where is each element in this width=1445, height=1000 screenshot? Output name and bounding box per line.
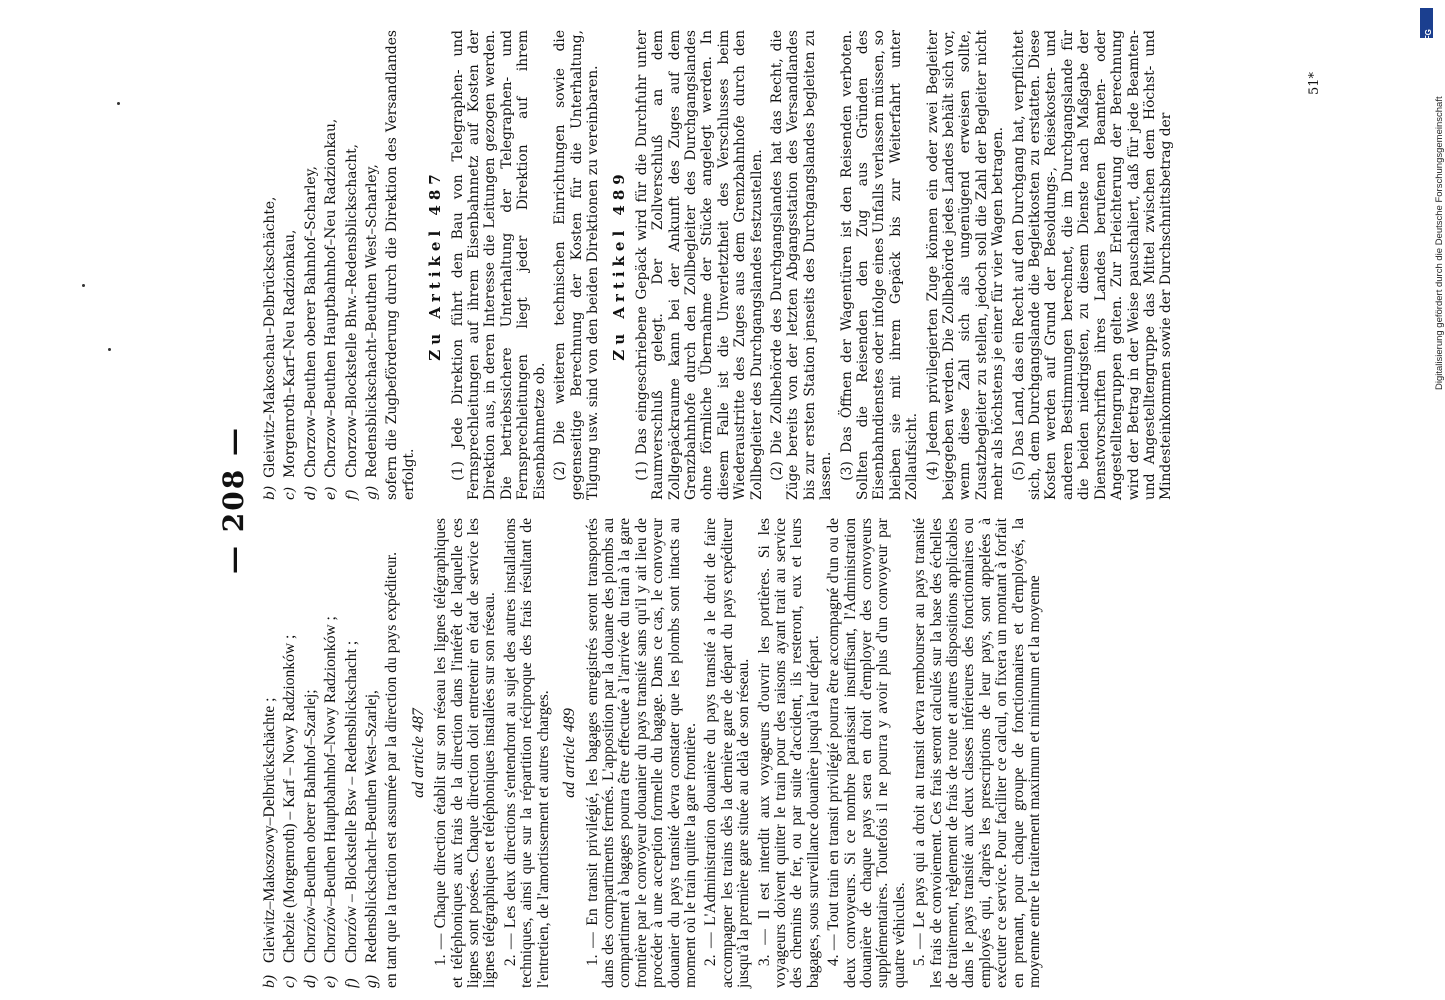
paragraph: (1) Das eingeschriebene Gepäck wird für die Durchfuhr unter Raumverschluß gelegt. Der Zollverschluß an dem Zollgepäckraume kann bei der Ankunft des Zuges auf dem Grenzbahnhofe durch den Zollbegleiter des Durchgangslandes ohne förmliche Übernahme der Stücke angelegt werden. In diesem Falle ist die Unverletztheit des Verschlusses beim Wiederaustritte des Zuges aus dem Grenzbahnhofe durch den Zollbegleiter des Durchgangslandes festzustellen. xyxy=(633,30,765,500)
item-label: e) xyxy=(322,975,340,988)
paragraph: (4) Jedem privilegierten Zuge können ein oder zwei Begleiter beigegeben werden. Die Zollbehörde jedes Landes behält sich vor, wenn diese Zahl sich als ungenügend erweisen sollte, Zusatzbegleiter zu stellen, jedoch soll die Zahl der Begleiter nicht mehr als höchstens je einer für vier Wagen betragen. xyxy=(924,30,1007,500)
paragraph: 3. — Il est interdit aux voyageurs d'ouvrir les portières. Si les voyageurs doivent quitter le train pour des raisons ayant trait au service des chemins de fer, ou par suite d'accident, ils resteront, eux et leurs bagages, sous surveillance douanière jusqu'à leur départ. xyxy=(755,518,822,988)
item-text: Chorzow–Blockstelle Bhw.–Redensblickschacht, xyxy=(343,143,360,478)
document-page xyxy=(127,0,1327,1000)
item-label: g) xyxy=(364,485,381,500)
article-heading: ad article 487 xyxy=(409,708,427,798)
paragraph: 4. — Tout train en transit privilégié pourra être accompagné d'un ou de deux convoyeurs. Si ce nombre paraissait insuffisant, l'Administration douanière de chaque pays sera en droit d'employer des convoyeurs supplémentaires. Toutefois il ne pourra y avoir plus d'un convoyeur par quatre véhicules. xyxy=(825,518,908,988)
item-text: Chorzów–Beuthen oberer Bahnhof–Szarlej; xyxy=(301,689,319,964)
list-item xyxy=(282,30,298,500)
german-column xyxy=(262,30,1179,500)
list-item xyxy=(344,518,360,988)
dfg-logo-text: DFG xyxy=(1424,29,1433,46)
french-column xyxy=(262,518,1047,988)
list-item xyxy=(282,518,298,988)
article-heading: ad article 489 xyxy=(561,708,579,798)
item-text: Chorzów – Blockstelle Bsw – Redensblickschacht ; xyxy=(342,640,360,964)
dfg-stamp xyxy=(1418,0,1445,1000)
item-label: b) xyxy=(262,485,278,500)
paragraph: (3) Das Öffnen der Wagentüren ist den Reisenden verboten. Sollten die Reisenden den Zug aus Gründen des Eisenbahndienstes oder infolge eines Unfalls verlassen müssen, so bleiben sie mit ihrem Gepäck bis zur Weiterfahrt unter Zollaufsicht. xyxy=(838,30,921,500)
item-text: Redensblickschacht–Beuthen West–Scharley, xyxy=(364,164,381,478)
list-item xyxy=(303,518,319,988)
list-item xyxy=(364,30,380,500)
item-label: c) xyxy=(281,975,299,988)
list-item xyxy=(323,518,339,988)
list-item xyxy=(344,30,360,500)
list-item xyxy=(303,30,319,500)
paragraph: (2) Die Zollbehörde des Durchgangslandes hat das Recht, die Züge bereits von der letzten Abgangsstation des Versandlandes bis zur ersten Station jenseits des Durchgangslandes begleiten zu lassen. xyxy=(768,30,835,500)
item-label: f) xyxy=(342,978,360,988)
paragraph: 2. — L'Administration douanière du pays transité a le droit de faire accompagner les trains dès la dernière gare de départ du pays expéditeur jusqu'à la première gare située au delà de son réseau. xyxy=(702,518,753,988)
item-label: d) xyxy=(301,975,319,988)
list-item xyxy=(262,518,278,988)
item-text: Gleiwitz–Makoszowy–Delbrückschächte ; xyxy=(261,697,278,964)
item-text: Chorzow–Beuthen oberer Bahnhof–Scharley, xyxy=(302,166,319,478)
paragraph: 1. — Chaque direction établit sur son réseau les lignes télégraphiques et téléphoniques aux frais de la direction dans l'intérêt de laquelle ces lignes sont posées. Chaque direction doit entretenir en état de service les lignes télégraphiques et téléphoniques installées sur son réseau. xyxy=(432,518,499,988)
article-heading: Zu Artikel 487 xyxy=(426,169,445,361)
item-text: Gleiwitz–Makoschau–Delbrückschächte, xyxy=(262,196,278,478)
item-text: Redensblickschacht–Beuthen West–Szarlej, xyxy=(363,690,381,964)
speck xyxy=(108,348,111,351)
page-number: — 208 — xyxy=(217,426,250,574)
item-text: Chorzów–Beuthen Hauptbahnhof–Nowy Radzionków ; xyxy=(322,616,340,964)
paragraph: 5. — Le pays qui a droit au transit devra rembourser au pays transité les frais de convoiement. Ces frais seront calculés sur la base des échelles de traitement, règlement de frais de route et autres dispositions applicables dans le pays transité aux deux classes inférieures des fonctionnaires ou employés qui, d'après les prescriptions de leur pays, sont appelées à exécuter ce service. Pour faciliter ce calcul, on fixera un montant à forfait en prenant, pour chaque groupe de fonctionnaires et d'employés, la moyenne entre le traitement maximum et minimum et la moyenne xyxy=(911,518,1044,988)
item-text: Chebzie (Morgenroth) – Karf – Nowy Radzionków ; xyxy=(281,634,299,964)
article-heading: Zu Artikel 489 xyxy=(610,169,629,361)
item-label: c) xyxy=(282,486,299,500)
paragraph: 2. — Les deux directions s'entendront au sujet des autres installations techniques, ainsi que sur la répartition réciproque des frais résultant de l'entretien, de l'amortissement et autres charges. xyxy=(501,518,552,988)
traction-clause: sofern die Zugbeförderung durch die Direktion des Versandlandes erfolgt. xyxy=(384,30,417,500)
paragraph: (1) Jede Direktion führt den Bau von Telegraphen- und Fernsprechleitungen auf ihrem Eisenbahnnetz auf Kosten der Direktion aus, in deren Interesse die Leitungen gezogen werden. Die betriebssichere Unterhaltung der Telegraphen- und Fernsprechleitungen liegt jeder Direktion auf ihrem Eisenbahnnetze ob. xyxy=(449,30,548,500)
item-text: Morgenroth–Karf–Neu Radzionkau, xyxy=(282,229,299,478)
item-label: e) xyxy=(323,486,340,500)
item-label: g) xyxy=(363,975,381,988)
list-item xyxy=(364,518,380,988)
list-item xyxy=(323,30,339,500)
paragraph: (2) Die weiteren technischen Einrichtungen sowie die gegenseitige Berechnung der Kosten für die Unterhaltung, Tilgung usw. sind von den beiden Direktionen zu vereinbaren. xyxy=(552,30,601,500)
signature-mark: 51* xyxy=(1307,71,1322,95)
item-text: Chorzow–Beuthen Hauptbahnhof–Neu Radzionkau, xyxy=(323,118,340,478)
item-label: b) xyxy=(261,975,278,988)
speck xyxy=(82,284,85,287)
item-label: d) xyxy=(302,485,319,500)
paragraph: (5) Das Land, das ein Recht auf den Durchgang hat, verpflichtet sich, dem Durchgangslande die Begleitkosten zu erstatten. Diese Kosten werden auf Grund der Besoldungs-, Reisekosten- und anderen Bestimmungen berechnet, die im Durchgangslande für die beiden niedrigsten, zu diesem Dienste nach Maßgabe der Dienstvorschriften ihres Landes berufenen Beamten- oder Angestelltengruppen gelten. Zur Erleichterung der Berechnung wird der Betrag in der Weise pauschaliert, daß für jede Beamten- und Angestelltengruppe das Mittel zwischen dem Höchst- und Mindesteinkommen sowie der Durchschnittsbetrag der xyxy=(1010,30,1175,500)
paragraph: 1. — En transit privilégié, les bagages enregistrés seront transportés dans des compartiments fermés. L'apposition par la douane des plombs au compartiment à bagages pourra être effectuée à l'arrivée du train à la gare frontière par le convoyeur douanier du pays transité sans qu'il y ait lieu de procéder à une acception formelle du bagage. Dans ce cas, le convoyeur douanier du pays transité devra constater que les plombs sont intacts au moment où le train quitte la gare frontière. xyxy=(583,518,699,988)
item-label: f) xyxy=(343,489,360,500)
dfg-funding-note: Digitalisierung gefördert durch die Deutsche Forschungsgemeinschaft xyxy=(1434,96,1445,390)
list-item xyxy=(262,30,278,500)
traction-clause: en tant que la traction est assumée par la direction du pays expéditeur. xyxy=(383,551,401,988)
speck xyxy=(117,102,120,105)
dfg-logo xyxy=(1420,8,1433,46)
